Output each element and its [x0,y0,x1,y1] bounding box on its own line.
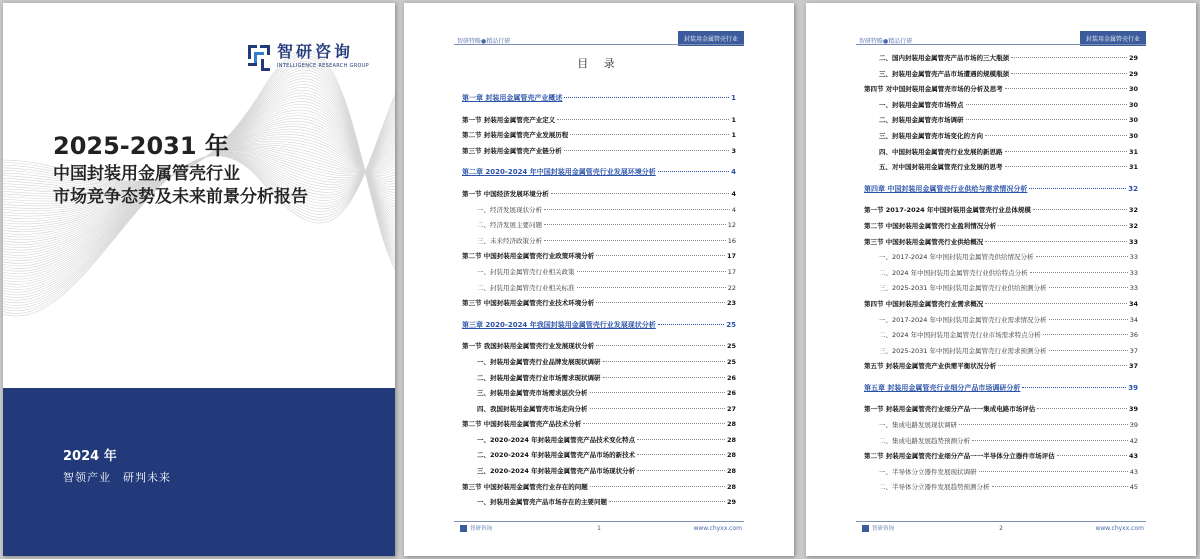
toc-entry-sub[interactable] [864,344,1138,360]
toc-entry-label: 第四节 中国封装用金属管壳行业需求概况 [864,299,984,308]
toc-entry-page: 4 [731,168,736,177]
toc-entry-page: 26 [726,373,736,382]
toc-entry-page: 34 [1128,299,1138,308]
toc-entry-label: 第二章 2020-2024 年中国封装用金属管壳行业发展环境分析 [462,168,656,177]
toc-leader-dots [637,454,725,455]
toc-entry-label: 第一节 中国经济发展环境分析 [462,189,549,198]
toc-entry-label: 三、封装用金属管壳市场需求层次分析 [477,389,588,398]
toc-entry-chapter[interactable] [462,165,736,181]
cover-title [53,163,308,209]
toc-leader-dots [583,423,725,424]
toc-leader-dots [1022,387,1126,388]
toc-page-2 [806,3,1196,556]
toc-entry-page: 37 [1128,362,1138,371]
toc-entry-page: 29 [1128,69,1138,78]
toc-leader-dots [992,486,1128,487]
toc-entry-page: 25 [726,320,736,329]
toc-entry-label: 二、国内封装用金属管壳产品市场的三大瓶颈 [879,54,1009,62]
toc-entry-page: 28 [726,451,736,460]
cover-footer-band [3,388,395,556]
cover-title-line-2: 市场竞争态势及未来前景分析报告 [53,187,308,207]
toc-entry-label: 第三节 封装用金属管壳产业链分析 [462,146,562,155]
toc-entry-page: 4 [731,205,736,214]
page-number: 1 [597,525,601,532]
toc-entry-label: 二、半导体分立器件发展趋势预测分析 [879,483,990,492]
toc-leader-dots [1011,73,1127,74]
toc-entry-page: 33 [1129,268,1138,277]
toc-entry-label: 四、中国封装用金属管壳行业发展的新思路 [879,147,1003,156]
toc-leader-dots [590,392,725,393]
toc-entry-page: 25 [726,357,736,366]
toc-entry-page: 4 [731,189,736,198]
toc-entry-label: 第三章 2020-2024 年我国封装用金属管壳行业发展现状分析 [462,320,656,329]
toc-entry-subb[interactable] [864,67,1138,83]
toc-entry-label: 一、2020-2024 年封装用金属管壳产品技术变化特点 [477,435,636,444]
toc-leader-dots [590,486,725,487]
toc-entry-label: 一、封装用金属管壳行业相关政策 [477,267,575,276]
footer-website-link[interactable]: www.chyxx.com [693,525,742,532]
toc-entry-page: 3 [731,146,736,155]
toc-entry-section[interactable] [864,82,1138,98]
footer-brand-text: 智研咨询 [872,526,895,532]
toc-entry-page: 37 [1129,346,1138,355]
page-header-tag: 封装用金属管壳行业 [1080,31,1146,46]
toc-entry-page: 42 [1129,436,1138,445]
toc-entry-subb[interactable] [462,371,736,387]
toc-entry-chapter[interactable] [462,318,736,334]
toc-entry-page: 39 [1128,405,1138,414]
toc-entry-page: 28 [726,482,736,491]
toc-entry-page: 43 [1128,452,1138,461]
toc-entry-label: 四、我国封装用金属管壳市场走向分析 [477,404,588,413]
toc-entry-page: 27 [726,404,736,413]
toc-entry-section[interactable] [864,359,1138,375]
toc-entry-page: 39 [1129,421,1138,430]
toc-entry-page: 45 [1129,483,1138,492]
toc-leader-dots [959,424,1128,425]
toc-entry-page: 1 [731,115,736,124]
toc-entry-page: 12 [727,221,736,230]
logo-name-cn: 智研咨询 [277,42,354,61]
toc-list [864,51,1138,496]
toc-entry-label: 第一节 封装用金属管壳产业定义 [462,115,556,124]
toc-entry-label: 二、2020-2024 年封装用金属管壳产品市场的新技术 [477,451,636,460]
toc-leader-dots [1043,334,1128,335]
toc-entry-sub[interactable] [462,234,736,250]
toc-entry-page: 23 [726,299,736,308]
toc-entry-subb[interactable] [864,129,1138,145]
toc-entry-sub[interactable] [462,218,736,234]
toc-leader-dots [966,119,1127,120]
toc-entry-sub[interactable] [864,281,1138,297]
toc-leader-dots [1057,455,1127,456]
toc-entry-page: 33 [1128,237,1138,246]
toc-entry-page: 32 [1128,184,1138,193]
toc-leader-dots [596,345,725,346]
toc-entry-page: 28 [726,467,736,476]
toc-leader-dots [1011,57,1127,58]
toc-entry-page: 33 [1129,253,1138,262]
toc-entry-label: 五、对中国封装用金属管壳行业发展的思考 [879,163,1003,172]
toc-leader-dots [596,302,725,303]
toc-entry-page: 30 [1128,116,1138,125]
toc-entry-page: 34 [1129,315,1138,324]
toc-entry-section[interactable] [462,296,736,312]
toc-leader-dots [1005,151,1127,152]
toc-entry-sub[interactable] [462,281,736,297]
toc-entry-section[interactable] [864,449,1138,465]
toc-entry-subb[interactable] [462,433,736,449]
toc-entry-page: 32 [1128,221,1138,230]
toc-entry-page: 30 [1128,131,1138,140]
toc-entry-label: 三、2020-2024 年封装用金属管壳产品市场现状分析 [477,467,636,476]
toc-entry-label: 第一节 我国封装用金属管壳行业发展现状分析 [462,342,595,351]
page-number: 2 [999,525,1003,532]
toc-entry-section[interactable] [864,203,1138,219]
toc-entry-label: 二、经济发展主要问题 [477,221,542,230]
toc-entry-subb[interactable] [864,160,1138,176]
toc-leader-dots [1049,319,1128,320]
footer-brand-text: 智研咨询 [470,526,493,532]
toc-leader-dots [544,224,726,225]
toc-leader-dots [1005,88,1127,89]
toc-leader-dots [998,365,1127,366]
toc-entry-label: 第二节 中国封装用金属管壳产品技术分析 [462,420,582,429]
toc-entry-subb[interactable] [864,113,1138,129]
toc-entry-page: 29 [1128,54,1138,62]
toc-entry-section[interactable] [462,128,736,144]
toc-leader-dots [1049,350,1128,351]
toc-entry-sub[interactable] [462,203,736,219]
toc-entry-label: 三、封装用金属管壳市场变化的方向 [879,131,983,140]
toc-entry-subb[interactable] [462,402,736,418]
toc-entry-label: 三、2025-2031 年中国封装用金属管壳行业供给预测分析 [879,284,1047,293]
toc-entry-page: 43 [1129,467,1138,476]
report-cover [3,3,395,556]
footer-website-link[interactable]: www.chyxx.com [1095,525,1144,532]
toc-leader-dots [603,377,725,378]
toc-entry-page: 31 [1128,163,1138,172]
toc-entry-label: 第四节 对中国封装用金属管壳市场的分析及思考 [864,85,1003,94]
toc-heading: 目 录 [577,57,621,70]
toc-entry-chapter[interactable] [864,182,1138,198]
toc-leader-dots [564,150,730,151]
toc-entry-page: 32 [1128,206,1138,215]
toc-entry-label: 第二节 中国封装用金属管壳行业政策环境分析 [462,252,595,261]
toc-entry-page: 29 [726,498,736,507]
toc-entry-page: 25 [726,342,736,351]
toc-entry-section[interactable] [864,297,1138,313]
toc-entry-label: 一、封装用金属管壳产品市场存在的主要问题 [477,498,607,507]
toc-leader-dots [658,324,725,325]
toc-entry-sub[interactable] [864,250,1138,266]
toc-entry-label: 第五章 封装用金属管壳行业细分产品市场调研分析 [864,383,1021,392]
toc-entry-subb[interactable] [864,98,1138,114]
toc-entry-section[interactable] [462,144,736,160]
toc-entry-label: 第二节 封装用金属管壳产业发展历程 [462,131,569,140]
toc-entry-section[interactable] [864,235,1138,251]
toc-entry-subb[interactable] [864,145,1138,161]
toc-list [462,85,736,511]
toc-leader-dots [1005,166,1127,167]
header-divider [454,44,744,45]
toc-leader-dots [564,97,729,98]
cover-title-line-1: 中国封装用金属管壳行业 [53,164,240,184]
company-logo [246,43,369,73]
toc-entry-sub[interactable] [864,434,1138,450]
toc-entry-label: 一、封装用金属管壳行业品牌发展现状调研 [477,357,601,366]
header-divider [856,44,1146,45]
logo-name-en: INTELLIGENCE RESEARCH GROUP [277,63,369,69]
toc-entry-label: 三、封装用金属管壳产品市场遭遇的规模瓶颈 [879,69,1009,78]
toc-page-1 [404,3,794,556]
footer-divider [856,521,1146,522]
toc-entry-page: 17 [726,252,736,261]
toc-leader-dots [544,209,730,210]
toc-leader-dots [972,440,1128,441]
toc-entry-label: 二、封装用金属管壳行业市场需求现状调研 [477,373,601,382]
toc-entry-label: 一、封装用金属管壳市场特点 [879,100,964,109]
toc-entry-label: 第三节 中国封装用金属管壳行业存在的问题 [462,482,588,491]
toc-leader-dots [551,193,730,194]
toc-entry-label: 一、2017-2024 年中国封装用金属管壳供给情况分析 [879,253,1034,262]
toc-entry-label: 第五节 封装用金属管壳产业供需平衡状况分析 [864,362,997,371]
toc-entry-page: 1 [731,94,736,102]
toc-entry-label: 第二节 中国封装用金属管壳行业盈利情况分析 [864,221,997,230]
toc-leader-dots [985,303,1127,304]
toc-leader-dots [1049,287,1128,288]
toc-leader-dots [637,470,725,471]
toc-entry-label: 第一章 封装用金属管壳产业概述 [462,94,563,102]
toc-entry-section[interactable] [864,219,1138,235]
toc-leader-dots [966,104,1127,105]
toc-leader-dots [609,501,725,502]
toc-leader-dots [1036,256,1128,257]
cover-slogan: 智领产业 研判未来 [63,471,171,484]
toc-entry-section[interactable] [462,339,736,355]
toc-entry-page: 33 [1129,284,1138,293]
toc-entry-page: 16 [727,236,736,245]
toc-entry-subb[interactable] [462,448,736,464]
toc-leader-dots [557,119,729,120]
toc-leader-dots [985,135,1127,136]
toc-entry-page: 26 [726,389,736,398]
toc-entry-label: 第四章 中国封装用金属管壳行业供给与需求情况分析 [864,184,1028,193]
toc-entry-sub[interactable] [864,328,1138,344]
toc-entry-sub[interactable] [864,266,1138,282]
toc-entry-subb[interactable] [462,464,736,480]
toc-entry-label: 一、2017-2024 年中国封装用金属管壳行业需求情况分析 [879,315,1047,324]
toc-entry-page: 31 [1128,147,1138,156]
toc-entry-page: 22 [727,283,736,292]
toc-entry-subb[interactable] [462,355,736,371]
toc-entry-label: 三、2025-2031 年中国封装用金属管壳行业需求预测分析 [879,346,1047,355]
toc-entry-section[interactable] [462,249,736,265]
toc-leader-dots [985,241,1127,242]
toc-entry-label: 二、封装用金属管壳行业相关标准 [477,283,575,292]
toc-entry-subb[interactable] [462,386,736,402]
toc-entry-chapter[interactable] [864,381,1138,397]
toc-entry-label: 二、2024 年中国封装用金属管壳行业市场需求特点分析 [879,331,1041,340]
toc-entry-label: 一、集成电路发展现状调研 [879,421,957,430]
toc-entry-sub[interactable] [864,480,1138,496]
page-header-tag: 封装用金属管壳行业 [678,31,744,46]
toc-entry-label: 第二节 封装用金属管壳行业细分产品一一半导体分立器件市场评估 [864,452,1055,461]
cover-year-range: 2025-2031 年 [53,132,229,160]
toc-entry-section[interactable] [864,402,1138,418]
toc-entry-label: 三、未来经济政策分析 [477,236,542,245]
toc-leader-dots [1029,188,1126,189]
toc-leader-dots [577,287,726,288]
wave-line [3,84,395,239]
toc-entry-label: 一、经济发展现状分析 [477,205,542,214]
toc-entry-page: 28 [726,420,736,429]
toc-entry-page: 28 [726,435,736,444]
toc-entry-label: 第三节 中国封装用金属管壳行业技术环境分析 [462,299,595,308]
page-header-left: 智研特略●精品行研 [859,38,913,45]
toc-entry-section[interactable] [462,480,736,496]
toc-entry-sub[interactable] [864,418,1138,434]
toc-entry-page: 1 [731,131,736,140]
toc-entry-label: 第三节 中国封装用金属管壳行业供给概况 [864,237,984,246]
toc-entry-label: 二、集成电路发展趋势预测分析 [879,436,970,445]
toc-entry-sub[interactable] [864,313,1138,329]
toc-leader-dots [1030,272,1128,273]
toc-leader-dots [658,171,729,172]
toc-entry-label: 第一节 封装用金属管壳行业细分产品一一集成电路市场评估 [864,405,1036,414]
toc-entry-section[interactable] [462,187,736,203]
toc-leader-dots [570,134,729,135]
toc-entry-section[interactable] [462,113,736,129]
toc-entry-subb[interactable] [462,495,736,511]
toc-leader-dots [590,408,725,409]
toc-entry-sub[interactable] [864,465,1138,481]
footer-divider [454,521,744,522]
toc-leader-dots [603,361,725,362]
toc-entry-page: 30 [1128,85,1138,94]
toc-entry-section[interactable] [462,417,736,433]
toc-entry-label: 第一节 2017-2024 年中国封装用金属管壳行业总体规模 [864,206,1031,215]
toc-entry-sub[interactable] [462,265,736,281]
publication-year: 2024 年 [63,449,117,464]
toc-entry-label: 二、封装用金属管壳市场调研 [879,116,964,125]
toc-leader-dots [998,225,1127,226]
toc-entry-label: 二、2024 年中国封装用金属管壳行业供给特点分析 [879,268,1028,277]
toc-entry-page: 17 [727,267,736,276]
toc-leader-dots [596,255,725,256]
toc-leader-dots [637,439,725,440]
toc-leader-dots [979,471,1128,472]
toc-entry-label: 一、半导体分立器件发展现状调研 [879,467,977,476]
logo-mark-icon [246,43,272,73]
toc-entry-subb[interactable] [864,51,1138,67]
toc-leader-dots [1037,408,1127,409]
toc-leader-dots [544,240,726,241]
toc-entry-page: 36 [1129,331,1138,340]
toc-entry-page: 30 [1128,100,1138,109]
toc-entry-page: 39 [1128,383,1138,392]
page-header-left: 智研特略●精品行研 [457,38,511,45]
toc-leader-dots [577,271,726,272]
toc-leader-dots [1033,209,1127,210]
toc-entry-chapter[interactable] [462,91,736,107]
